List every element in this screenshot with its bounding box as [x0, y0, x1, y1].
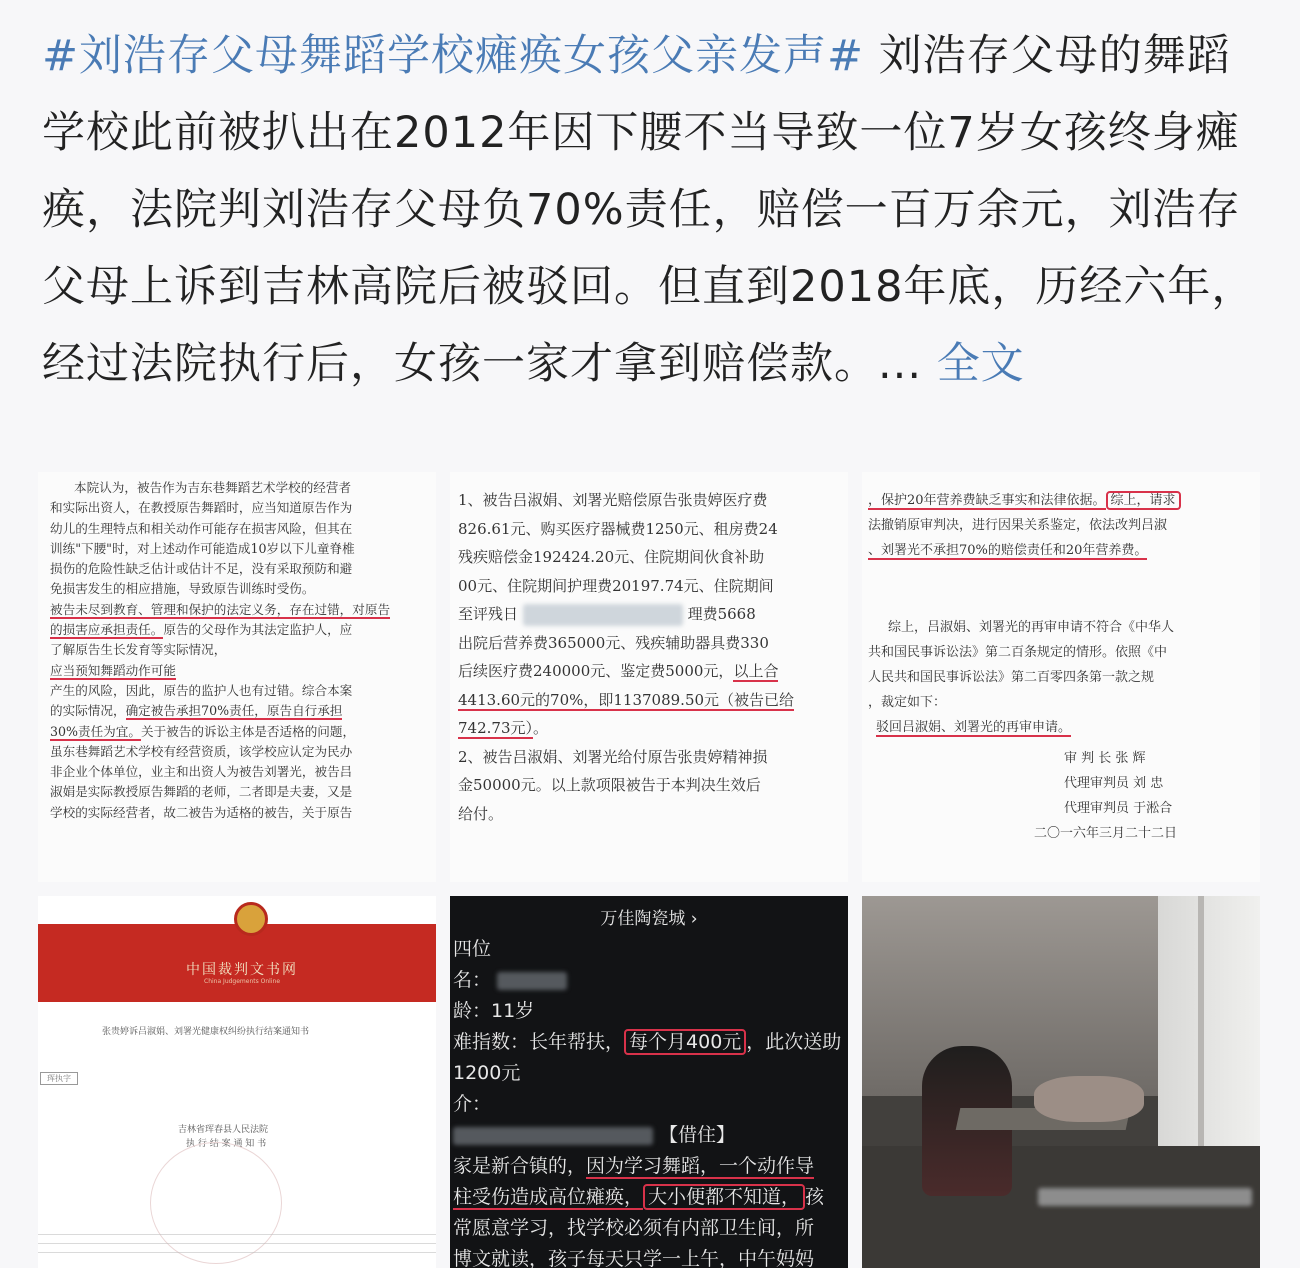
chat-line [450, 965, 848, 996]
image-judgment-2[interactable] [450, 472, 848, 882]
doc-line [50, 701, 436, 721]
chat-line [450, 1151, 848, 1182]
image-court-notice[interactable] [38, 896, 436, 1268]
post-body: 刘浩存父母的舞蹈学校此前被扒出在2012年因下腰不当导致一位7岁女孩终身瘫痪，法院判刘浩存父母负70%责任，赔偿一百万余元，刘浩存父母上诉到吉林高院后被驳回。但直到2018年底，历经六年，经过法院执行后，女孩一家才拿到赔偿款。... [42, 31, 1256, 389]
chat-line [450, 1120, 848, 1151]
chat-text: 孩 [805, 1186, 825, 1208]
notice-heading: 张贵婷诉吕淑娟、刘署光健康权纠纷执行结案通知书 [102, 1027, 310, 1037]
chat-text: 名： [453, 969, 492, 991]
photo-window-frame [1198, 896, 1204, 1146]
doc-line: 非企业个体单位，业主和出资人为被告刘署光，被告吕 [50, 764, 353, 780]
doc-line: 本院认为，被告作为吉东巷舞蹈艺术学校的经营者 [74, 480, 352, 495]
doc-line [50, 600, 436, 620]
highlight-underline: 以上合 [733, 662, 779, 680]
hashtag-link[interactable]: #刘浩存父母舞蹈学校瘫痪女孩父亲发声# [42, 31, 865, 81]
doc-line [50, 722, 436, 742]
banner-subtitle: China Judgements Online [204, 978, 281, 985]
chat-line [450, 1244, 848, 1268]
blurred-region [497, 972, 567, 990]
doc-line: 给付。 [458, 804, 504, 823]
chat-line: 龄：11岁 [453, 1000, 535, 1022]
doc-line: 人民共和国民事诉讼法》第二百零四条第一款之规 [868, 670, 1155, 685]
image-photo-girl[interactable] [862, 896, 1260, 1268]
doc-text: 的实际情况， [50, 703, 126, 719]
doc-line: 虽东巷舞蹈艺术学校有经营资质，该学校应认定为民办 [50, 743, 353, 759]
doc-line: 和实际出资人，在教授原告舞蹈时，应当知道原告作为 [50, 500, 353, 516]
highlight-underline: 30%责任为宜。 [50, 723, 141, 739]
doc-line: 训练"下腰"时，对上述动作可能造成10岁以下儿童脊椎 [50, 540, 355, 556]
doc-line: 综上，吕淑娟、刘署光的再审申请不符合《中华人 [888, 620, 1175, 635]
doc-text: 关于被告的诉讼主体是否适格的问题， [140, 723, 356, 739]
highlight-underline: 确定被告承担70%责任，原告自行承担 [125, 703, 343, 719]
highlight-underline: 中午妈妈 [738, 1248, 814, 1268]
chat-line: 四位 [453, 938, 492, 960]
highlight-underline: 742.73元） [458, 719, 533, 737]
doc-line: 法撤销原审判决，进行因果关系鉴定，依法改判吕淑 [868, 518, 1168, 533]
chat-text: 【借住】 [659, 1124, 736, 1146]
post-text [42, 18, 1264, 403]
doc-line: 了解原告生长发育等实际情况， [50, 642, 227, 658]
chat-text: 家是新合镇的， [453, 1155, 587, 1177]
notice-title: 执 行 结 案 通 知 书 [186, 1139, 267, 1149]
doc-line: 826.61元、购买医疗器械费1250元、租房费24 [458, 519, 778, 538]
highlight-underline: 驳回吕淑娟、刘署光的再审申请。 [876, 720, 1072, 735]
highlight-underline: 被告未尽到教育、管理和保护的法定义务，存在过错，对原告 [50, 601, 391, 617]
image-ruling[interactable] [862, 472, 1260, 882]
doc-line [458, 714, 848, 743]
photo-pillow [1034, 1076, 1144, 1122]
chat-text: ，此次送助 [746, 1031, 842, 1053]
signature-line: 审 判 长 张 辉 [1064, 751, 1146, 766]
doc-line [50, 620, 436, 640]
doc-line: 损伤的危险性缺乏估计或估计不足，没有采取预防和避 [50, 561, 353, 577]
chat-line: 介： [453, 1093, 492, 1115]
chat-line: 1200元 [453, 1062, 521, 1084]
small-print [38, 1234, 436, 1260]
image-chat-screenshot[interactable] [450, 896, 848, 1268]
blurred-region [523, 604, 683, 626]
doc-line: 出院后营养费365000元、残疾辅助器具费330 [458, 633, 769, 652]
doc-line: 淑娟是实际教授原告舞蹈的老师，二者即是夫妻，又是 [50, 784, 353, 800]
court-name: 吉林省珲春县人民法院 [178, 1125, 269, 1135]
doc-line [868, 715, 1260, 740]
highlight-underline: 、刘署光不承担70%的赔偿责任和20年营养费。 [868, 543, 1148, 558]
doc-line [458, 657, 848, 686]
image-grid [38, 472, 1260, 1268]
doc-text: 后续医疗费240000元、鉴定费5000元， [458, 662, 734, 680]
doc-text: 免损害发生的相应措施，导致原告训练时受伤。 [50, 581, 315, 597]
highlight-box: 每个月400元 [624, 1029, 746, 1055]
chat-line [450, 1182, 848, 1213]
chat-line [450, 1027, 848, 1058]
doc-line [50, 661, 436, 681]
chat-line: 常愿意学习，找学校必须有内部卫生间，所 [453, 1217, 815, 1239]
highlight-underline: 4413.60元的70%，即1137089.50元 [458, 690, 720, 709]
doc-line: 学校的实际经营者，故二被告为适格的被告，关于原告 [50, 804, 353, 820]
doc-line: 00元、住院期间护理费20197.74元、住院期间 [458, 576, 774, 595]
doc-line: 共和国民事诉讼法》第二百条规定的情形。依照《中 [868, 645, 1168, 660]
doc-text: 至评残日 [458, 605, 519, 623]
doc-text: 理费5668 [687, 605, 756, 623]
doc-text: 原告的父母作为其法定监护人，应 [163, 622, 353, 638]
blurred-watermark [1038, 1188, 1252, 1206]
doc-line [868, 538, 1260, 563]
doc-line: 残疾赔偿金192424.20元、住院期间伙食补助 [458, 548, 765, 566]
doc-line [458, 686, 848, 715]
doc-line: 产生的风险，因此，原告的监护人也有过错。综合本案 [50, 682, 353, 698]
highlight-underline: 因为学习舞蹈，一个动作导 [586, 1155, 815, 1177]
doc-line: 幼儿的生理特点和相关动作可能存在损害风险，但其在 [50, 520, 353, 536]
highlight-underline: 的损害应承担责任。 [50, 622, 164, 638]
doc-line: 1、被告吕淑娟、刘署光赔偿原告张贵婷医疗费 [458, 491, 768, 509]
image-judgment-1[interactable] [38, 472, 436, 882]
highlight-box: 大小便都不知道， [643, 1184, 805, 1210]
chat-header: 万佳陶瓷城 › [600, 909, 698, 929]
court-website-banner [38, 924, 436, 1002]
highlight-underline: 柱受伤造成高位瘫痪， [453, 1186, 644, 1208]
doc-line: ，裁定如下： [868, 695, 947, 710]
photo-window [1158, 896, 1260, 1146]
doc-line: 2、被告吕淑娟、刘署光给付原告张贵婷精神损 [458, 747, 768, 766]
signature-line: 二〇一六年三月二十二日 [1034, 826, 1178, 841]
doc-line: 金50000元。以上款项限被告于本判决生效后 [458, 776, 761, 794]
doc-line [458, 600, 848, 629]
blurred-region [453, 1127, 653, 1145]
highlight-box: 综上，请求 [1106, 491, 1181, 510]
banner-title: 中国裁判文书网 [186, 962, 298, 978]
highlight-underline: ，保护20年营养费缺乏事实和法律依据。 [868, 493, 1106, 508]
chat-text: 博文就读，孩子每天只学一上午， [453, 1248, 739, 1268]
highlight-underline: 应当预知舞蹈动作可能 [50, 662, 176, 678]
chat-text: 难指数：长年帮扶， [453, 1031, 625, 1053]
stamp-label: 珲执字 [40, 1072, 78, 1085]
signature-line: 代理审判员 刘 忠 [1064, 776, 1164, 791]
doc-text: 。 [533, 719, 549, 737]
full-text-link[interactable]: 全文 [936, 339, 1025, 389]
highlight-underline: （被告已给 [719, 690, 795, 709]
doc-line [50, 579, 436, 599]
doc-line [868, 488, 1260, 513]
signature-line: 代理审判员 于淞合 [1064, 801, 1173, 816]
court-emblem-icon [234, 902, 268, 936]
